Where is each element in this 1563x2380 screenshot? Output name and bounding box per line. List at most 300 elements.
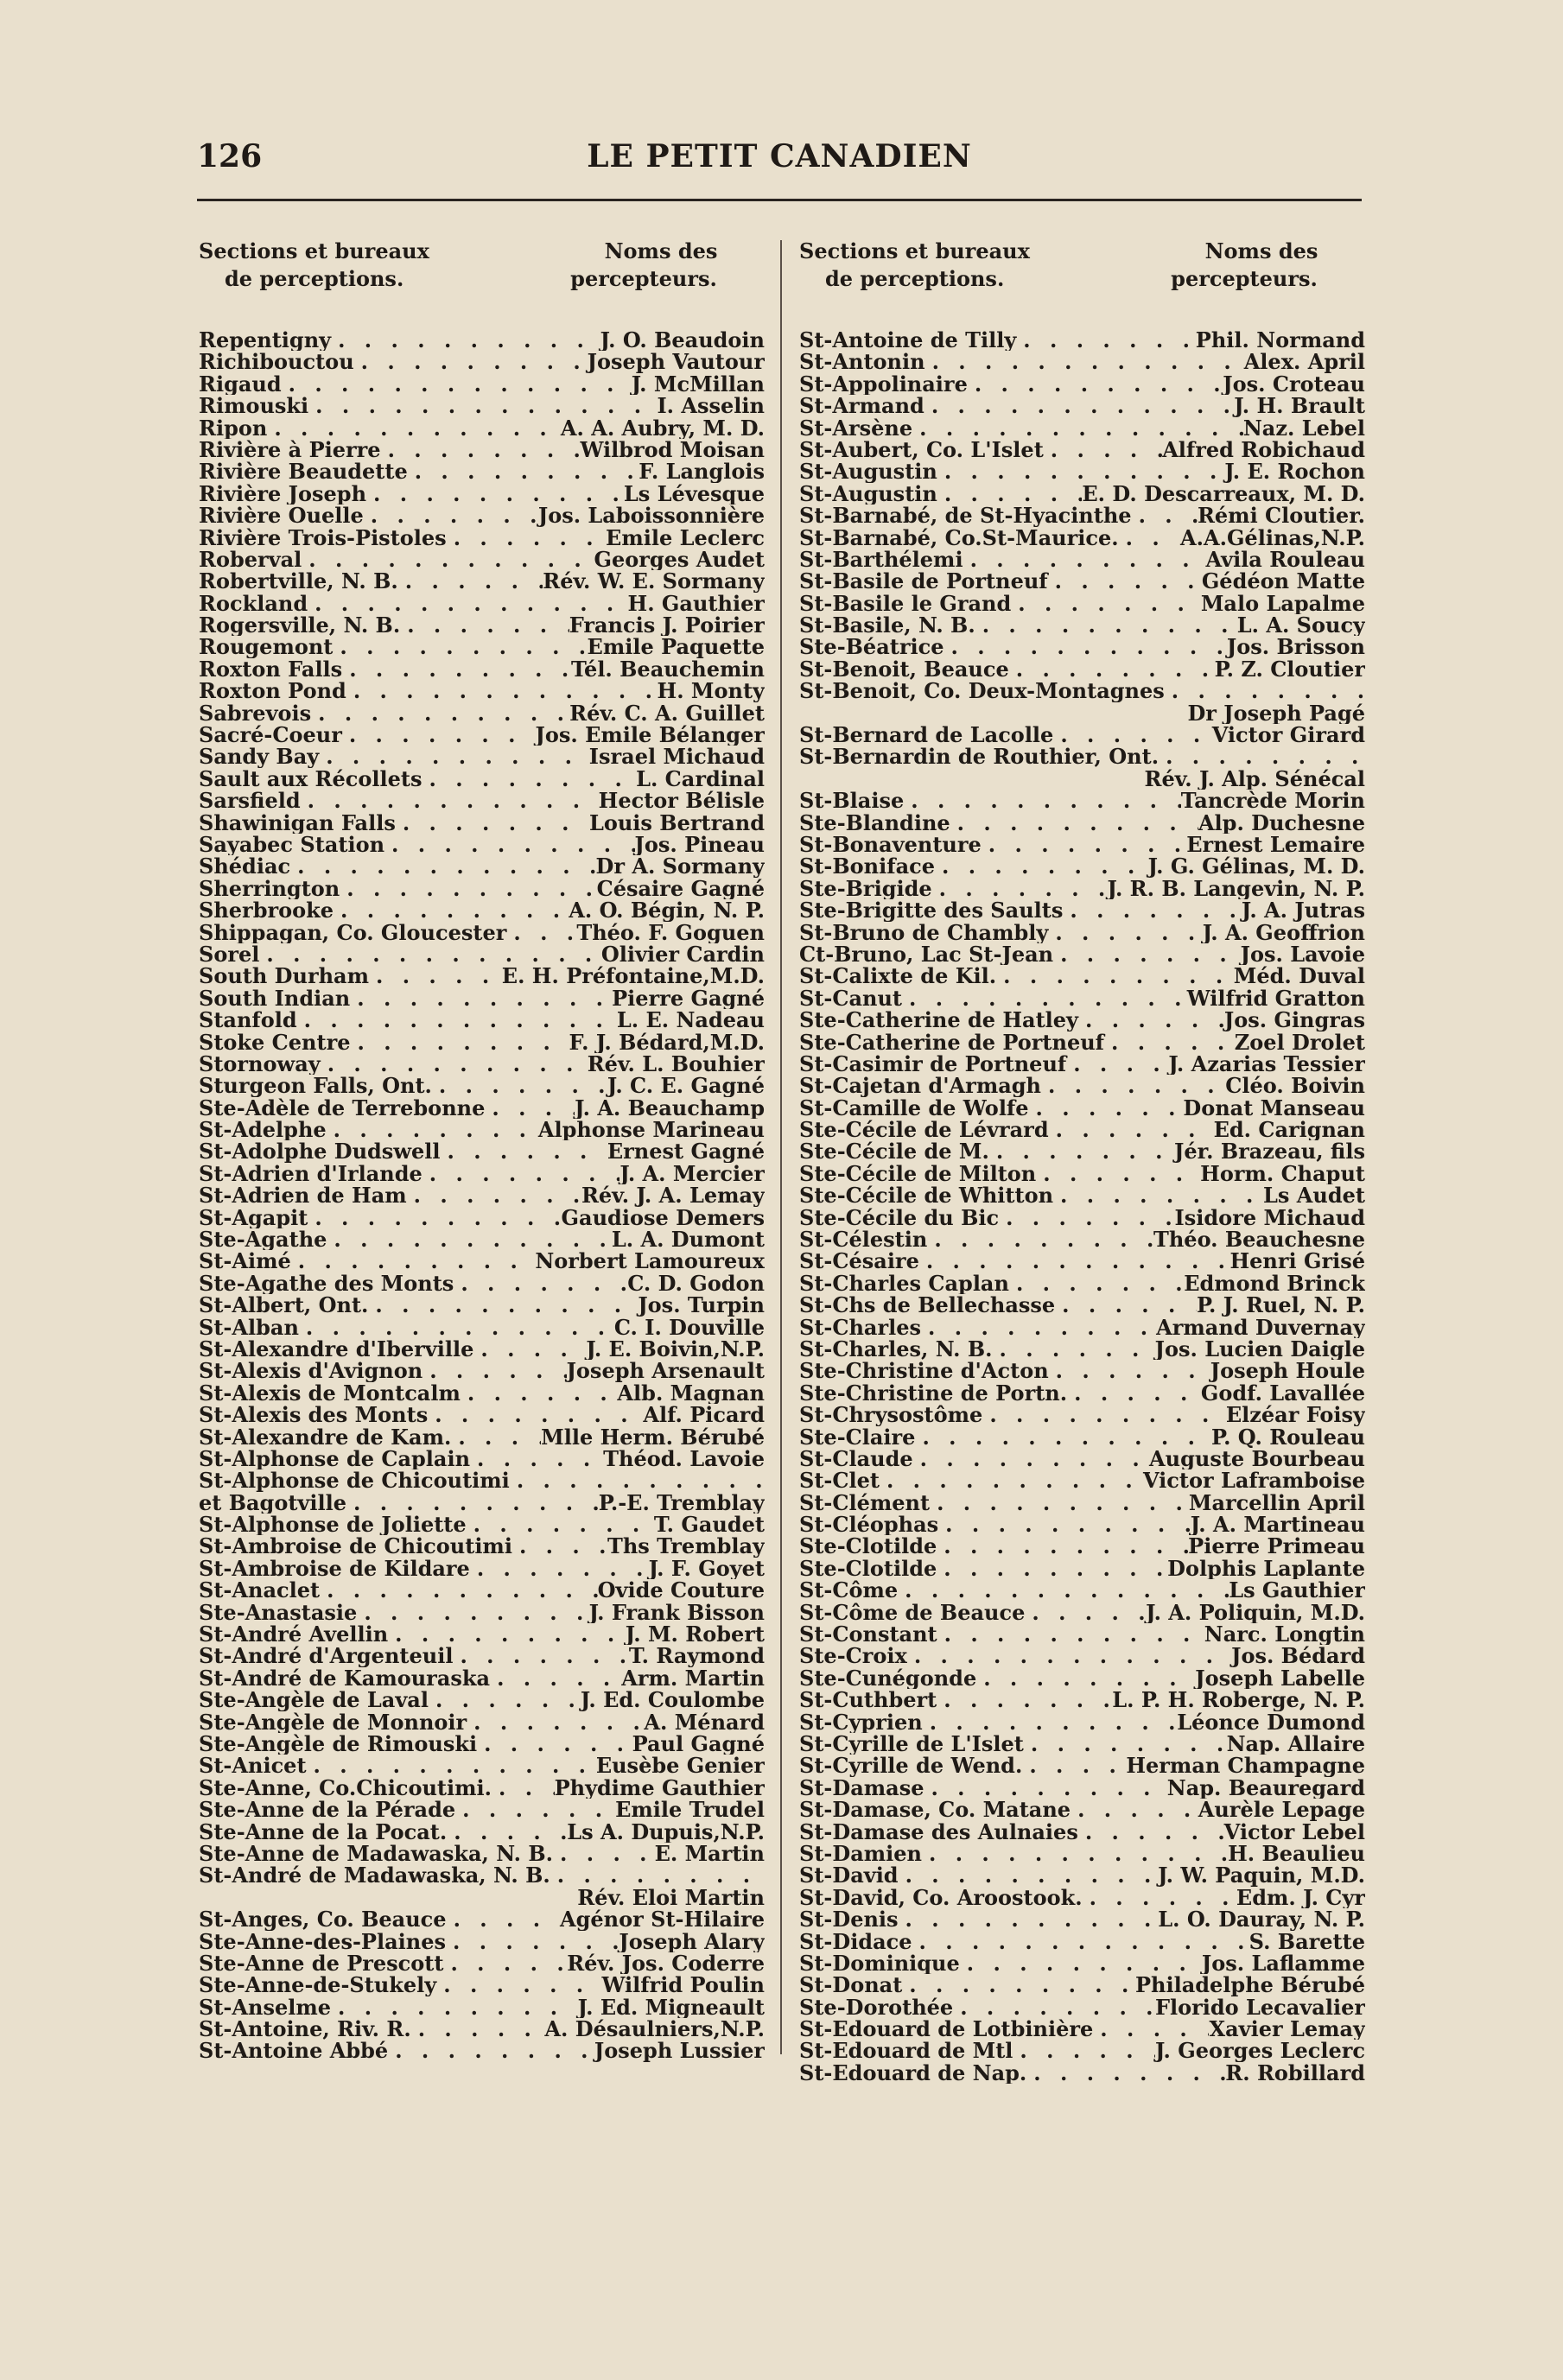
dot-leader	[937, 460, 1224, 482]
collector-name: Henri Grisé	[1229, 1250, 1365, 1273]
dot-leader	[290, 855, 595, 877]
collector-name: Alfred Robichaud	[1162, 438, 1365, 461]
dot-leader	[1104, 1031, 1235, 1053]
header-rule	[197, 199, 1362, 201]
list-item	[799, 1097, 1365, 1119]
dot-leader	[1049, 1119, 1214, 1140]
list-item	[799, 1755, 1365, 1776]
sections-heading	[199, 238, 484, 293]
collector-name: Méd. Duval	[1233, 965, 1365, 987]
dot-leader	[902, 1974, 1135, 1996]
collector-name: Rév. J. Alp. Sénécal	[1144, 767, 1365, 790]
list-item	[799, 1952, 1365, 1974]
section-name: Stoke Centre	[199, 1031, 351, 1053]
list-item	[199, 1579, 765, 1601]
list-item	[199, 855, 765, 877]
collector-name: Joseph Labelle	[1195, 1666, 1365, 1690]
section-name: Robertville, N. B.	[199, 570, 398, 593]
section-name: St-Côme de Beauce	[799, 1601, 1026, 1624]
section-name: St-André de Madawaska, N. B.	[199, 1864, 550, 1887]
dot-leader	[950, 812, 1198, 834]
list-item	[799, 2018, 1365, 2040]
section-name: St-Bernard de Lacolle	[799, 724, 1054, 746]
dot-leader	[467, 1514, 654, 1535]
section-name: St-Damase, Co. Matane	[799, 1799, 1071, 1821]
collector-name: Wilbrod Moisan	[580, 438, 765, 461]
dot-leader	[1093, 2018, 1209, 2040]
dot-leader	[301, 790, 599, 811]
section-name: Rigaud	[199, 372, 282, 396]
list-item	[199, 1843, 765, 1864]
list-item	[199, 724, 765, 746]
collector-name: Alp. Duchesne	[1198, 811, 1365, 834]
dot-leader	[470, 1558, 649, 1579]
dot-leader	[319, 746, 589, 767]
list-item	[199, 1974, 765, 1996]
collector-name: Rémi Cloutier.	[1197, 505, 1365, 527]
list-item	[199, 1623, 765, 1645]
dot-leader	[1036, 1163, 1200, 1184]
collector-name: Théo. F. Goguen	[576, 921, 765, 943]
left-entry-list	[199, 329, 765, 2062]
collector-name: L. A. Dumont	[611, 1228, 765, 1251]
list-item	[199, 987, 765, 1009]
section-name: St-Benoit, Co. Deux-Montagnes	[799, 680, 1165, 702]
list-item	[799, 439, 1365, 460]
section-name: Ste-Anne-des-Plaines	[199, 1930, 446, 1952]
collectors-heading	[523, 238, 765, 293]
page-header	[197, 138, 1362, 190]
list-item	[799, 1163, 1365, 1184]
list-item	[199, 746, 765, 767]
list-item	[199, 549, 765, 570]
dot-leader	[996, 965, 1234, 987]
collector-name: Victor Laframboise	[1142, 1469, 1365, 1492]
section-name: Ct-Bruno, Lac St-Jean	[799, 942, 1054, 966]
list-item	[199, 1952, 765, 1974]
collector-name: Philadelphe Bérubé	[1134, 1974, 1365, 1996]
collector-name: F. Langlois	[639, 460, 765, 483]
column-divider	[780, 240, 782, 2054]
dot-leader	[461, 1382, 618, 1404]
collector-name: Rév. W. E. Sormany	[543, 570, 765, 593]
collector-name: Mlle Herm. Bérubé	[541, 1425, 765, 1448]
list-item	[799, 922, 1365, 943]
collector-name: J. Ed. Migneault	[577, 1996, 765, 2019]
dot-leader	[1159, 746, 1365, 767]
collector-name: Jér. Brazeau, fils	[1174, 1140, 1365, 1163]
collector-name: Théo. Beauchesne	[1153, 1228, 1365, 1251]
section-name: Ste-Anne de Prescott	[199, 1952, 444, 1975]
section-name: St-Casimir de Portneuf	[799, 1052, 1067, 1076]
section-name: St-Damase des Aulnaies	[799, 1820, 1078, 1843]
collector-name: Joseph Alary	[619, 1930, 765, 1952]
collectors-heading-line2: percepteurs.	[1171, 266, 1318, 291]
collector-name: Ed. Carignan	[1213, 1119, 1365, 1141]
dot-leader	[968, 373, 1223, 395]
list-item	[799, 1250, 1365, 1272]
dot-leader	[1011, 593, 1201, 614]
collector-name: Emile Leclerc	[606, 526, 765, 549]
sections-heading-line1: Sections et bureaux	[799, 238, 1030, 263]
list-item	[799, 855, 1365, 877]
collector-name: S. Barette	[1248, 1930, 1365, 1952]
section-name: Sabrevois	[199, 701, 312, 725]
section-name: Rivière Ouelle	[199, 505, 364, 527]
section-name: St-Anselme	[199, 1996, 332, 2019]
collector-name: J. McMillan	[631, 372, 765, 396]
list-item	[799, 351, 1365, 372]
collector-name: Godf. Lavallée	[1200, 1381, 1365, 1405]
list-item	[199, 1163, 765, 1184]
list-item	[799, 1821, 1365, 1843]
list-item	[199, 922, 765, 943]
section-name: Repentigny	[199, 329, 332, 352]
dot-leader	[368, 1294, 638, 1316]
section-name: St-Appolinaire	[799, 372, 968, 396]
collector-name: Wilfrid Poulin	[601, 1974, 765, 1996]
dot-leader	[932, 878, 1108, 899]
list-item	[799, 1514, 1365, 1535]
list-item	[799, 987, 1365, 1009]
section-name: St-Dominique	[799, 1952, 960, 1975]
list-item	[799, 768, 1365, 790]
dot-leader	[327, 1228, 611, 1250]
list-item	[199, 878, 765, 899]
dot-leader	[1119, 527, 1180, 549]
dot-leader	[302, 549, 594, 570]
list-item	[199, 965, 765, 987]
section-name: St-Antonin	[799, 351, 925, 373]
section-name: Ste-Angèle de Laval	[199, 1689, 429, 1711]
right-entry-list	[799, 329, 1365, 2084]
section-name: St-Alexandre de Kam.	[199, 1425, 452, 1448]
list-item	[799, 1602, 1365, 1623]
list-item	[799, 1140, 1365, 1162]
collector-name: Jos. Croteau	[1223, 372, 1365, 396]
dot-leader	[899, 1864, 1159, 1886]
dot-leader	[331, 1996, 578, 2018]
running-title: LE PETIT CANADIEN	[587, 138, 972, 175]
collector-name: Horm. Chaput	[1200, 1162, 1365, 1185]
section-name: Shédiac	[199, 855, 291, 878]
section-name: Rogersville, N. B.	[199, 614, 401, 637]
list-item	[199, 329, 765, 351]
list-item	[799, 373, 1365, 395]
list-item	[199, 460, 765, 482]
collector-name: Ls A. Dupuis,N.P.	[567, 1820, 765, 1843]
section-name: St-Adolphe Dudswell	[199, 1140, 441, 1163]
section-name: St-Alphonse de Joliette	[199, 1514, 467, 1536]
section-name: Sorel	[199, 942, 260, 966]
dot-leader	[451, 1426, 541, 1448]
collector-name: Jos. Emile Bélanger	[535, 724, 765, 746]
section-name: St-Cajetan d'Armagh	[799, 1075, 1041, 1097]
dot-leader	[1053, 724, 1211, 746]
list-item	[799, 1689, 1365, 1710]
collector-name: Louis Bertrand	[588, 811, 765, 834]
dot-leader	[308, 395, 657, 416]
list-item	[799, 812, 1365, 834]
section-name: St-Claude	[799, 1447, 913, 1470]
dot-leader	[436, 1974, 601, 1996]
dot-leader	[553, 1843, 655, 1864]
section-name: Roxton Falls	[199, 657, 343, 681]
section-name: St-Donat	[799, 1974, 903, 1996]
list-item	[199, 943, 765, 965]
collector-name: E. Martin	[654, 1842, 765, 1865]
section-name: Ste-Adèle de Terrebonne	[199, 1096, 486, 1120]
dot-leader	[423, 1163, 620, 1184]
collector-name: P. Q. Rouleau	[1211, 1425, 1365, 1448]
list-item	[199, 1821, 765, 1843]
list-item	[199, 1031, 765, 1053]
list-item	[799, 965, 1365, 987]
dot-leader	[937, 483, 1083, 505]
dot-leader	[342, 658, 571, 680]
dot-leader	[953, 1996, 1155, 2018]
section-name: St-Arsène	[799, 416, 913, 439]
list-item	[199, 1404, 765, 1425]
list-item	[799, 746, 1365, 767]
collector-name: Victor Lebel	[1223, 1820, 1365, 1843]
list-item	[199, 1448, 765, 1469]
collector-name: Tél. Beauchemin	[570, 657, 765, 681]
list-item	[199, 1097, 765, 1119]
list-item	[199, 1317, 765, 1338]
section-name: Rivière à Pierre	[199, 438, 381, 461]
dot-leader	[1067, 1382, 1201, 1404]
list-item	[799, 724, 1365, 746]
list-item	[199, 1382, 765, 1404]
section-name: Ste-Catherine de Portneuf	[799, 1031, 1104, 1053]
section-name: St-Ambroise de Kildare	[199, 1557, 470, 1580]
dot-leader	[327, 1119, 538, 1140]
section-name: Sandy Bay	[199, 746, 320, 768]
collectors-heading	[1123, 238, 1365, 293]
section-name: Ste-Cécile du Bic	[799, 1206, 1000, 1229]
list-item	[799, 680, 1365, 701]
section-name: Ste-Christine d'Acton	[799, 1360, 1049, 1382]
section-name: St-Augustin	[799, 460, 937, 483]
collector-name: E. D. Descarreaux, M. D.	[1082, 482, 1365, 505]
section-name: St-Damase	[799, 1776, 924, 1799]
dot-leader	[1053, 1184, 1263, 1206]
section-name: St-André de Kamouraska	[199, 1666, 491, 1690]
list-item	[199, 417, 765, 439]
dot-leader	[1048, 922, 1202, 943]
section-name: Ste-Cécile de Lévrard	[799, 1119, 1049, 1141]
collector-name: Avila Rouleau	[1205, 548, 1365, 571]
section-name: St-Benoit, Beauce	[799, 657, 1009, 681]
list-item	[799, 1404, 1365, 1425]
section-name: Ste-Dorothée	[799, 1996, 954, 2019]
list-item	[199, 834, 765, 855]
section-name: Rivière Joseph	[199, 482, 367, 505]
section-name: St-Basile de Portneuf	[799, 570, 1048, 593]
collector-name: Rév. Jos. Coderre	[567, 1952, 765, 1975]
list-item	[799, 1119, 1365, 1140]
section-name: St-Côme	[799, 1579, 899, 1602]
list-item	[799, 1294, 1365, 1316]
section-name: St-Césaire	[799, 1250, 919, 1273]
section-name: St-Cyrille de L'Islet	[799, 1733, 1024, 1755]
section-name: St-Cléophas	[799, 1514, 939, 1536]
section-name: St-Alban	[199, 1316, 299, 1338]
list-item	[199, 1492, 765, 1514]
collector-name: J. G. Gélinas, M. D.	[1147, 855, 1365, 878]
section-name: Ste-Anne de la Pocat.	[199, 1820, 448, 1843]
collector-name: Israel Michaud	[588, 746, 765, 768]
list-item	[799, 702, 1365, 724]
collector-name: P. J. Ruel, N. P.	[1196, 1294, 1365, 1317]
section-name: St-Armand	[799, 395, 924, 417]
dot-leader	[492, 1777, 555, 1799]
list-item	[199, 1294, 765, 1316]
dot-leader	[921, 1317, 1156, 1338]
section-name: St-Antoine, Riv. R.	[199, 2018, 411, 2040]
section-name: St-Blaise	[799, 790, 905, 812]
list-item	[199, 636, 765, 657]
list-item	[799, 1382, 1365, 1404]
list-item	[199, 1053, 765, 1075]
collector-name: J. H. Brault	[1234, 395, 1365, 417]
collector-name: C. D. Godon	[627, 1272, 765, 1295]
collector-name: H. Gauthier	[627, 592, 765, 615]
collector-name: L. Cardinal	[636, 767, 765, 790]
collector-name: Georges Audet	[594, 548, 765, 571]
dot-leader	[455, 1799, 615, 1820]
collector-name: Auguste Bourbeau	[1149, 1447, 1365, 1470]
section-name: Ste-Agathe	[199, 1228, 327, 1251]
collector-name: Rév. C. A. Guillet	[569, 701, 765, 725]
collector-name: I. Asselin	[657, 395, 765, 417]
list-item	[199, 768, 765, 790]
dot-leader	[976, 1667, 1195, 1689]
collector-name: Donat Manseau	[1183, 1096, 1365, 1120]
list-item	[799, 1558, 1365, 1579]
section-name: St-Cuthbert	[799, 1689, 937, 1711]
section-name: Sturgeon Falls, Ont.	[199, 1075, 432, 1097]
collector-name: Edmond Brinck	[1184, 1272, 1365, 1295]
list-item	[799, 1360, 1365, 1381]
list-item	[199, 1689, 765, 1710]
list-item	[799, 790, 1365, 811]
dot-leader	[922, 1843, 1228, 1864]
dot-leader	[331, 329, 600, 351]
list-item	[799, 1075, 1365, 1096]
dot-leader	[428, 1404, 643, 1425]
list-item	[799, 527, 1365, 549]
dot-leader	[925, 351, 1244, 372]
collector-name: Jos. Lucien Daigle	[1154, 1337, 1365, 1361]
collector-name: Joseph Arsenault	[566, 1360, 765, 1382]
dot-leader	[924, 395, 1234, 416]
dot-leader	[510, 1469, 765, 1491]
dot-leader	[989, 1140, 1174, 1162]
collector-name: Victor Girard	[1211, 724, 1365, 746]
section-name: Ste-Clotilde	[799, 1557, 937, 1580]
section-name: St-Cyprien	[799, 1710, 923, 1733]
collector-name: Joseph Vautour	[587, 351, 765, 373]
list-item	[799, 1228, 1365, 1250]
dot-leader	[291, 1250, 536, 1272]
dot-leader	[366, 483, 624, 505]
dot-leader	[919, 1250, 1230, 1272]
dot-leader	[408, 460, 639, 482]
dot-leader	[388, 1623, 626, 1645]
dot-leader	[1041, 1075, 1225, 1096]
collector-name: Agénor St-Hilaire	[560, 1908, 765, 1931]
collector-name: Pierre Gagné	[612, 987, 765, 1010]
list-item	[199, 899, 765, 921]
dot-leader	[369, 965, 502, 987]
section-name: St-Didace	[799, 1930, 912, 1952]
list-item	[799, 1426, 1365, 1448]
section-name: St-David, Co. Aroostook.	[799, 1886, 1083, 1909]
section-name: St-Chs de Bellechasse	[799, 1294, 1056, 1317]
section-name: St-Aubert, Co. L'Islet	[799, 438, 1044, 461]
list-item	[799, 1711, 1365, 1733]
collector-name: Isidore Michaud	[1174, 1206, 1365, 1229]
list-item	[199, 483, 765, 505]
list-item	[199, 1338, 765, 1360]
collector-name: Ths Tremblay	[607, 1535, 765, 1558]
section-name: St-Anaclet	[199, 1579, 321, 1602]
section-name: Ste-Béatrice	[799, 636, 944, 658]
list-item	[199, 527, 765, 549]
section-name: Sayabec Station	[199, 833, 385, 856]
list-item	[199, 373, 765, 395]
collector-name: Dr Joseph Pagé	[1187, 701, 1365, 725]
collector-name: J. A. Martineau	[1190, 1514, 1365, 1536]
dot-leader	[342, 724, 536, 746]
dot-leader	[912, 417, 1243, 439]
section-name: Ste-Croix	[799, 1645, 907, 1667]
section-name: St-Basile, N. B.	[799, 614, 975, 637]
section-name: St-Denis	[799, 1908, 899, 1931]
section-name: Ste-Angèle de Monnoir	[199, 1710, 467, 1733]
list-item	[799, 2062, 1365, 2084]
list-item	[799, 1667, 1365, 1689]
dot-leader	[477, 1733, 632, 1755]
list-item	[799, 1908, 1365, 1930]
collector-name: Joseph Lussier	[594, 2040, 765, 2062]
list-item	[199, 1931, 765, 1952]
list-item	[199, 1996, 765, 2018]
collector-name: Hector Bélisle	[598, 790, 765, 812]
list-item	[799, 899, 1365, 921]
dot-leader	[935, 855, 1148, 877]
section-name: St-Barnabé, de St-Hyacinthe	[799, 505, 1132, 527]
dot-leader	[904, 790, 1180, 811]
list-item	[199, 1799, 765, 1820]
section-name: Sarsfield	[199, 790, 301, 812]
dot-leader	[364, 505, 538, 526]
section-name: Rivière Trois-Pistoles	[199, 526, 447, 549]
collector-name: Alf. Picard	[643, 1404, 765, 1426]
collector-name: Malo Lapalme	[1200, 592, 1365, 615]
section-name: Ste-Cécile de Whitton	[799, 1184, 1054, 1207]
collector-name: J. Ed. Coulombe	[580, 1689, 765, 1711]
collector-name: Edm. J. Cyr	[1236, 1886, 1365, 1909]
list-item	[799, 1931, 1365, 1952]
collector-name: Naz. Lebel	[1242, 416, 1365, 439]
list-item	[799, 329, 1365, 351]
list-item	[799, 1887, 1365, 1908]
collector-name: Gaudiose Demers	[561, 1206, 765, 1229]
dot-leader	[899, 1908, 1159, 1930]
